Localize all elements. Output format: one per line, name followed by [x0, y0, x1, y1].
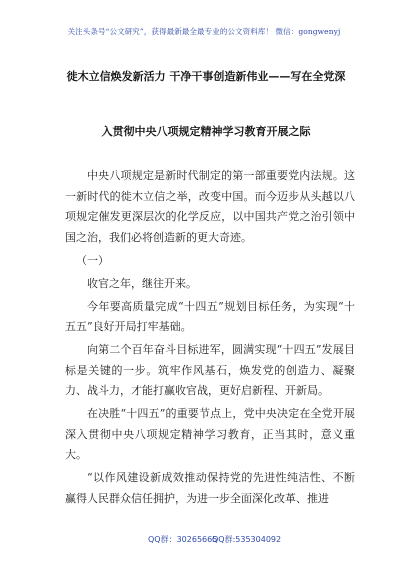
body-paragraph-5: 在决胜“十四五”的重要节点上，党中央决定在全党开展深入贯彻中央八项规定精神学习教育，正当其时，意义重大。: [65, 407, 355, 461]
footer-qq-group-1: QQ群：30265665: [148, 535, 218, 544]
document-title-line-1: 徙木立信焕发新活力 干净干事创造新伟业——写在全党深: [66, 70, 346, 83]
footer-qq-group-2: QQ群:535304092: [212, 535, 282, 544]
header-promo-banner: 关注头条号“公文研究”，获得最新最全最专业的公文资料库！ 微信：gongwenyj: [67, 27, 341, 36]
body-paragraph-1: 中央八项规定是新时代制定的第一部重要党内法规。这一新时代的徙木立信之举，改变中国。而今迈步从头越以八项规定催发更深层次的化学反应，以中国共产党之治引领中国之治，我们必将创造新的更大奇迹。: [65, 169, 355, 244]
body-paragraph-6: “以作风建设新成效推动保持党的先进性纯洁性、不断赢得人民群众信任拥护，为进一步全面深化改革、推进: [65, 471, 355, 505]
body-paragraph-2: 收官之年，继往开来。: [87, 276, 197, 290]
section-heading-1: （一）: [76, 253, 109, 267]
document-title-line-2: 入贯彻中央八项规定精神学习教育开展之际: [101, 125, 311, 138]
body-paragraph-4: 向第二个百年奋斗目标进军，圆满实现“十四五”发展目标是关键的一步。筑牢作风基石，焕发党的创造力、凝聚力、战斗力，才能打赢收官战，更好启新程、开新局。: [65, 343, 355, 397]
body-paragraph-3: 今年要高质量完成“十四五”规划目标任务，为实现“十五五”良好开局打牢基础。: [65, 299, 355, 333]
document-body: [65, 166, 355, 512]
